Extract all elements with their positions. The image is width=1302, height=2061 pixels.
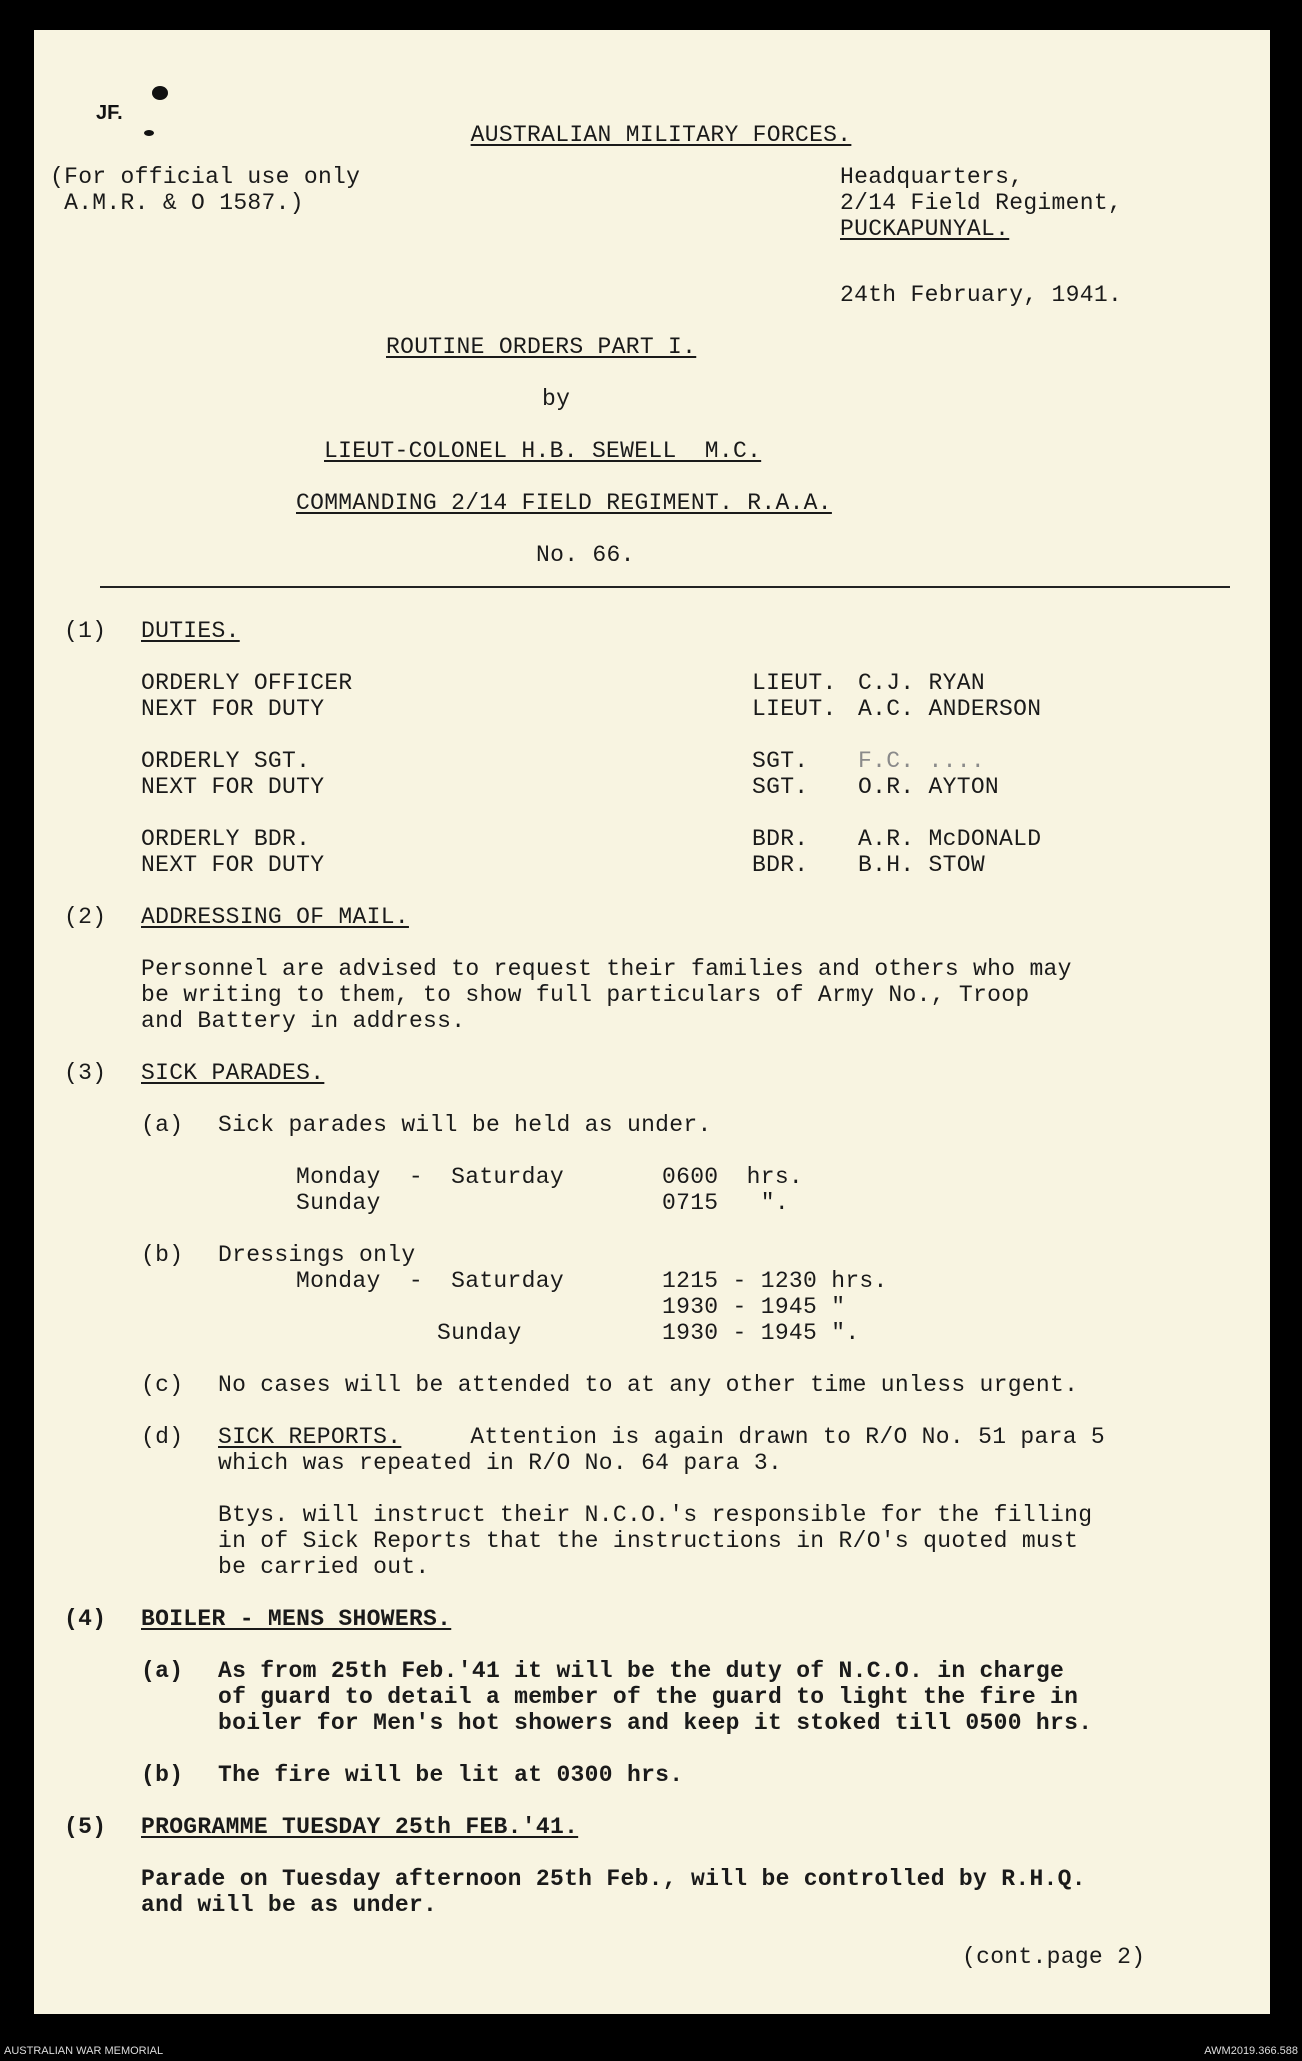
duty-role: ORDERLY BDR.: [141, 826, 311, 852]
duty-name: B.H. STOW: [858, 852, 985, 878]
section-number: (3): [64, 1060, 107, 1086]
divider-rule: [100, 586, 1230, 588]
footer-accession: AWM2019.366.588: [1204, 2045, 1298, 2057]
paragraph-line: As from 25th Feb.'41 it will be the duty of N.C.O. in charge: [218, 1658, 1065, 1684]
hq-line: Headquarters,: [840, 164, 1024, 190]
sub-text: No cases will be attended to at any other time unless urgent.: [218, 1372, 1079, 1398]
duty-rank: LIEUT.: [752, 670, 837, 696]
duty-name: A.C. ANDERSON: [858, 696, 1042, 722]
unit-name: COMMANDING 2/14 FIELD REGIMENT. R.A.A.: [296, 490, 832, 516]
schedule-day: Monday - Saturday: [296, 1268, 564, 1294]
duty-role: ORDERLY OFFICER: [141, 670, 353, 696]
document-page: [34, 30, 1270, 2014]
section-heading-mail: ADDRESSING OF MAIL.: [141, 904, 409, 930]
duty-rank: BDR.: [752, 826, 809, 852]
document-date: 24th February, 1941.: [840, 282, 1123, 308]
duty-role: NEXT FOR DUTY: [141, 774, 325, 800]
sub-text: which was repeated in R/O No. 64 para 3.: [218, 1450, 783, 1476]
paragraph-line: and will be as under.: [141, 1892, 438, 1918]
sub-text: Sick parades will be held as under.: [218, 1112, 712, 1138]
sub-label: (d): [141, 1424, 184, 1450]
orders-number: No. 66.: [536, 542, 635, 568]
paragraph-line: be writing to them, to show full particulars of Army No., Troop: [141, 982, 1030, 1008]
official-use-line: A.M.R. & O 1587.): [50, 190, 304, 216]
duty-rank: LIEUT.: [752, 696, 837, 722]
sub-text: Attention is again drawn to R/O No. 51 para 5: [414, 1424, 1106, 1450]
initials-stamp: JF.: [96, 102, 123, 124]
ink-blot: [152, 86, 168, 100]
duty-rank: SGT.: [752, 774, 809, 800]
hq-location: PUCKAPUNYAL.: [840, 216, 1010, 242]
duty-rank: SGT.: [752, 748, 809, 774]
section-heading-sick: SICK PARADES.: [141, 1060, 325, 1086]
paragraph-line: boiler for Men's hot showers and keep it stoked till 0500 hrs.: [218, 1710, 1093, 1736]
section-number: (4): [64, 1606, 107, 1632]
paragraph-line: Parade on Tuesday afternoon 25th Feb., will be controlled by R.H.Q.: [141, 1866, 1086, 1892]
schedule-day: Monday - Saturday: [296, 1164, 564, 1190]
duty-role: NEXT FOR DUTY: [141, 696, 325, 722]
duty-name: C.J. RYAN: [858, 670, 985, 696]
continued-note: (cont.page 2): [962, 1944, 1146, 1970]
duty-role: NEXT FOR DUTY: [141, 852, 325, 878]
paragraph-line: in of Sick Reports that the instructions in R/O's quoted must: [218, 1528, 1079, 1554]
sub-label: (a): [141, 1112, 184, 1138]
schedule-day: Sunday: [296, 1320, 522, 1346]
paragraph-line: be carried out.: [218, 1554, 430, 1580]
sub-text: Dressings only: [218, 1242, 416, 1268]
document-title: AUSTRALIAN MILITARY FORCES.: [470, 122, 852, 148]
schedule-time: 1930 - 1945 ": [662, 1294, 846, 1320]
hq-line: 2/14 Field Regiment,: [840, 190, 1123, 216]
schedule-time: 1215 - 1230 hrs.: [662, 1268, 888, 1294]
orders-title: ROUTINE ORDERS PART I.: [386, 334, 697, 360]
section-heading-duties: DUTIES.: [141, 618, 240, 644]
sub-label: (b): [141, 1242, 184, 1268]
duty-name: F.C. ....: [858, 748, 985, 774]
duty-role: ORDERLY SGT.: [141, 748, 311, 774]
section-number: (1): [64, 618, 107, 644]
schedule-day: Sunday: [296, 1190, 381, 1216]
paragraph-line: Btys. will instruct their N.C.O.'s responsible for the filling: [218, 1502, 1093, 1528]
schedule-time: 1930 - 1945 ".: [662, 1320, 860, 1346]
footer-credit: AUSTRALIAN WAR MEMORIAL: [4, 2045, 164, 2057]
section-heading-boiler: BOILER - MENS SHOWERS.: [141, 1606, 452, 1632]
by-line: by: [542, 386, 571, 412]
duty-name: A.R. McDONALD: [858, 826, 1042, 852]
sub-heading-sick-reports: SICK REPORTS.: [218, 1424, 402, 1450]
commander-name: LIEUT-COLONEL H.B. SEWELL M.C.: [324, 438, 762, 464]
sub-label: (a): [141, 1658, 184, 1684]
sub-label: (b): [141, 1762, 184, 1788]
schedule-time: 0600 hrs.: [662, 1164, 804, 1190]
duty-rank: BDR.: [752, 852, 809, 878]
official-use-line: (For official use only: [50, 164, 361, 190]
paragraph-line: of guard to detail a member of the guard to light the fire in: [218, 1684, 1079, 1710]
duty-name: O.R. AYTON: [858, 774, 1000, 800]
paragraph-line: and Battery in address.: [141, 1008, 466, 1034]
sub-text: The fire will be lit at 0300 hrs.: [218, 1762, 684, 1788]
section-number: (5): [64, 1814, 107, 1840]
section-number: (2): [64, 904, 107, 930]
section-heading-programme: PROGRAMME TUESDAY 25th FEB.'41.: [141, 1814, 579, 1840]
paragraph-line: Personnel are advised to request their families and others who may: [141, 956, 1072, 982]
schedule-time: 0715 ".: [662, 1190, 789, 1216]
sub-label: (c): [141, 1372, 184, 1398]
